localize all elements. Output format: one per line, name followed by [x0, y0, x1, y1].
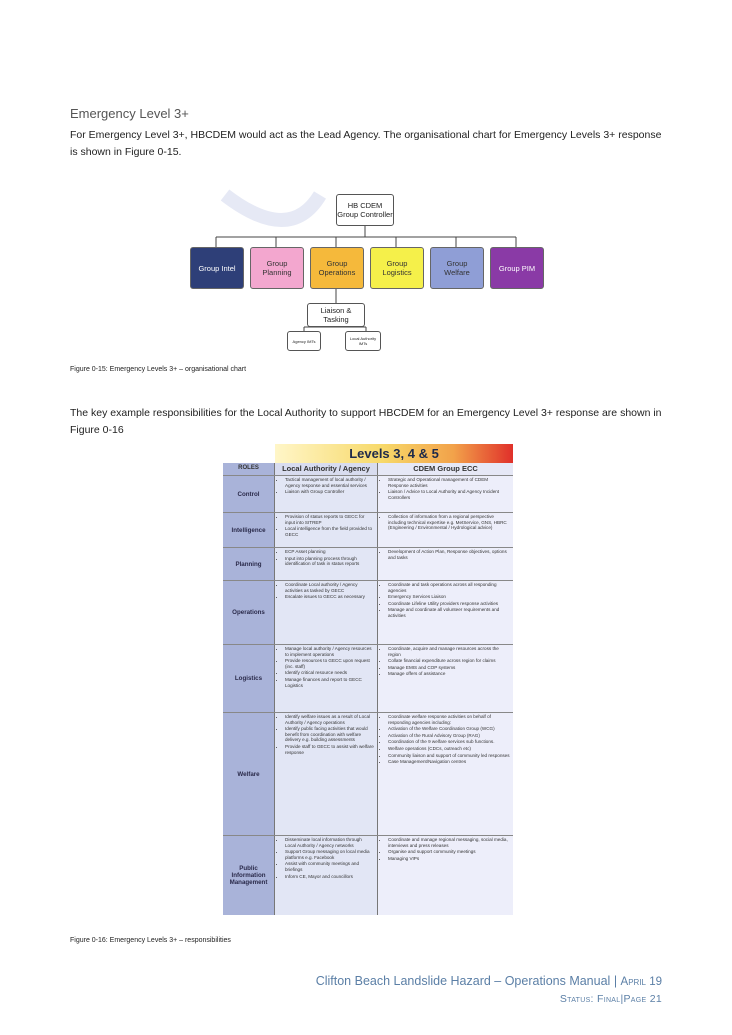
responsibility-item: • ECP Asset planning [285, 549, 374, 555]
cdem-ecc-cell [378, 476, 513, 512]
footer-status: Final [596, 993, 621, 1005]
org-node-group-operations: Group Operations [310, 247, 364, 289]
role-cell: Planning [223, 548, 275, 580]
role-cell: Control [223, 476, 275, 512]
responsibility-item: • Liaison / Advice to Local Authority and Agency Incident Controllers [388, 489, 510, 500]
header-roles: ROLES [223, 463, 275, 475]
responsibility-item: • Identify welfare issues as a result of Local Authority / Agency operations [285, 714, 374, 725]
responsibility-item: • Tactical management of local authority / Agency response and essential services [285, 477, 374, 488]
local-authority-cell [275, 581, 378, 644]
cdem-ecc-cell [378, 513, 513, 547]
responsibility-item: • Provision of status reports to GECC for input into SITREP [285, 514, 374, 525]
org-node-group-pim: Group PIM [490, 247, 544, 289]
footer-status-label: Status: [559, 993, 594, 1005]
footer-page-label: Page [623, 993, 647, 1005]
org-node-group-planning: Group Planning [250, 247, 304, 289]
local-authority-cell [275, 513, 378, 547]
intro-paragraph: For Emergency Level 3+, HBCDEM would act as the Lead Agency. The organisational chart for Emergency Levels 3+ response is shown in Figure 0-15. [70, 129, 662, 158]
responsibility-item: • Identify critical resource needs [285, 670, 374, 676]
responsibility-item: • Coordinate and task operations across all responding agencies [388, 582, 510, 593]
org-node-group-welfare: Group Welfare [430, 247, 484, 289]
responsibility-item: • Provide staff to GECC to assist with welfare response [285, 744, 374, 755]
responsibility-item: • Welfare operations (CDCs, outreach etc) [388, 746, 510, 752]
responsibility-item: • Coordinate welfare response activities on behalf of responding agencies including: [388, 714, 510, 725]
local-authority-cell [275, 548, 378, 580]
table-row [223, 547, 513, 580]
header-local-authority: Local Authority / Agency [275, 463, 378, 475]
figure-15-caption: Figure 0-15: Emergency Levels 3+ – organisational chart [70, 366, 247, 373]
responsibility-item: • Liaison with Group Controller [285, 489, 374, 495]
responsibility-item: • Identify public facing activities that would benefit from coordination with welfare delivery e.g. building assessments [285, 726, 374, 743]
local-authority-cell [275, 836, 378, 915]
responsibility-item: • Inform CE, Mayor and councillors [285, 874, 374, 880]
org-node-agency-imts: Agency IMTs [287, 331, 321, 351]
figure-16-caption: Figure 0-16: Emergency Levels 3+ – responsibilities [70, 937, 231, 944]
responsibility-item: • Input into planning process through identification of task in status reports [285, 556, 374, 567]
responsibility-item: • Local intelligence from the field provided to GECC [285, 526, 374, 537]
table-row [223, 835, 513, 915]
footer-status-line: Status: Final|Page 21 [559, 993, 662, 1005]
org-node-controller: HB CDEM Group Controller [336, 194, 394, 226]
footer-title-line: Clifton Beach Landslide Hazard – Operations Manual | April 19 [315, 974, 662, 988]
responsibility-item: • Support Group messaging on local media platforms e.g. Facebook [285, 849, 374, 860]
table-row [223, 644, 513, 712]
responsibility-item: • Manage finances and report to GECC Logistics [285, 677, 374, 688]
responsibility-item: • Manage offers of assistance [388, 671, 510, 677]
org-node-liaison: Liaison & Tasking [307, 303, 365, 327]
responsibility-item: • Community liaison and support of community led responses [388, 753, 510, 759]
org-node-la-imts: Local Authority IMTs [345, 331, 381, 351]
responsibilities-table [223, 444, 513, 929]
responsibility-item: • Manage EMIS and COP systems [388, 665, 510, 671]
cdem-ecc-cell [378, 836, 513, 915]
responsibility-item: • Coordinate, acquire and manage resources across the region [388, 646, 510, 657]
footer-page-number: 21 [649, 993, 662, 1005]
responsibility-item: • Escalate issues to GECC as necessary [285, 594, 374, 600]
org-node-group-logistics: Group Logistics [370, 247, 424, 289]
org-node-group-intel: Group Intel [190, 247, 244, 289]
local-authority-cell [275, 476, 378, 512]
role-cell: Operations [223, 581, 275, 644]
responsibility-item: • Emergency Services Liaison [388, 594, 510, 600]
responsibility-item: • Disseminate local information through Local Authority / Agency networks [285, 837, 374, 848]
cdem-ecc-cell [378, 581, 513, 644]
responsibility-item: • Activation of the Welfare Coordination Group (WCG) [388, 726, 510, 732]
header-cdem-ecc: CDEM Group ECC [378, 463, 513, 475]
responsibility-item: • Coordinate Local authority / Agency activities as tasked by GECC [285, 582, 374, 593]
table-title: Levels 3, 4 & 5 [275, 444, 513, 463]
responsibility-item: • Collection of information from a regional perspective including technical expertise e.g. MetService, GNS, HBRC (Engineering / Environmental / Hydrological advice) [388, 514, 510, 531]
cdem-ecc-cell [378, 548, 513, 580]
table-row [223, 712, 513, 835]
role-cell: Public Information Management [223, 836, 275, 915]
role-cell: Intelligence [223, 513, 275, 547]
responsibility-item: • Manage and coordinate all volunteer requirements and activities [388, 607, 510, 618]
table-row [223, 475, 513, 512]
responsibility-item: • Organise and support community meetings [388, 849, 510, 855]
responsibility-item: • Assist with community meetings and briefings [285, 861, 374, 872]
responsibility-item: • Case Management/Navigation centres [388, 759, 510, 765]
responsibility-item: • Provide resources to GECC upon request (inc. staff) [285, 658, 374, 669]
cdem-ecc-cell [378, 645, 513, 712]
cdem-ecc-cell [378, 713, 513, 835]
responsibility-item: • Coordination of the 9 welfare services sub functions. [388, 739, 510, 745]
responsibility-item: • Coordinate Lifeline Utility providers response activities [388, 601, 510, 607]
footer-doc-title: Clifton Beach Landslide Hazard – Operations Manual [315, 974, 611, 988]
responsibility-item: • Collate financial expenditure across region for claims [388, 658, 510, 664]
responsibility-item: • Managing VIPs [388, 856, 510, 862]
responsibility-item: • Development of Action Plan, Response objectives, options and tasks [388, 549, 510, 560]
responsibility-item: • Coordinate and manage regional messaging, social media, interviews and press releases [388, 837, 510, 848]
table-row [223, 580, 513, 644]
local-authority-cell [275, 713, 378, 835]
responsibilities-paragraph: The key example responsibilities for the Local Authority to support HBCDEM for an Emergency Level 3+ response are shown in Figure 0-16 [70, 407, 662, 436]
responsibility-item: • Manage local authority / Agency resources to implement operations [285, 646, 374, 657]
local-authority-cell [275, 645, 378, 712]
section-heading: Emergency Level 3+ [70, 106, 189, 121]
footer-date: April 19 [620, 976, 662, 988]
role-cell: Logistics [223, 645, 275, 712]
responsibility-item: • Strategic and Operational management of CDEM Response activities [388, 477, 510, 488]
responsibility-item: • Activation of the Rural Advisory Group (RAG) [388, 733, 510, 739]
role-cell: Welfare [223, 713, 275, 835]
table-row [223, 512, 513, 547]
